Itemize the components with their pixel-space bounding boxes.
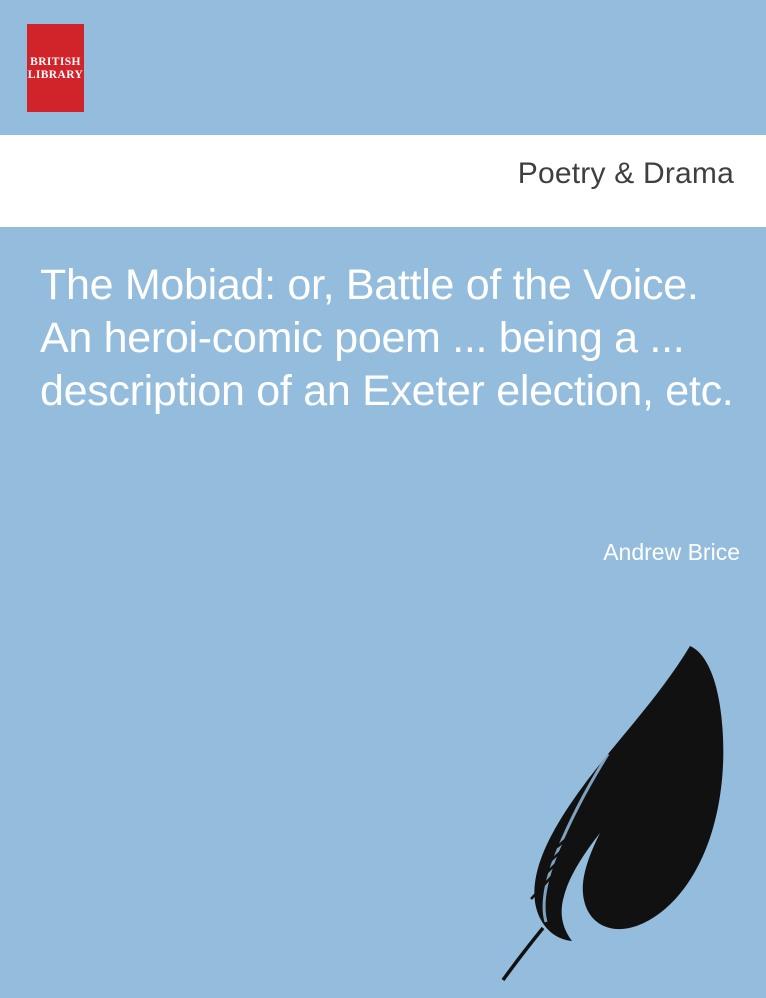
quill-feather-icon — [458, 628, 758, 988]
cover-top-band — [0, 0, 766, 135]
british-library-logo — [27, 24, 84, 112]
category-label: Poetry & Drama — [517, 157, 734, 190]
category-strip — [0, 135, 766, 227]
book-title: The Mobiad: or, Battle of the Voice. An heroi-comic poem ... being a ... description of an Exeter election, etc. — [40, 261, 734, 415]
book-author: Andrew Brice — [603, 539, 740, 565]
logo-line-1: BRITISH — [30, 56, 81, 68]
logo-line-2: LIBRARY — [27, 69, 84, 81]
cover-body — [0, 227, 766, 998]
